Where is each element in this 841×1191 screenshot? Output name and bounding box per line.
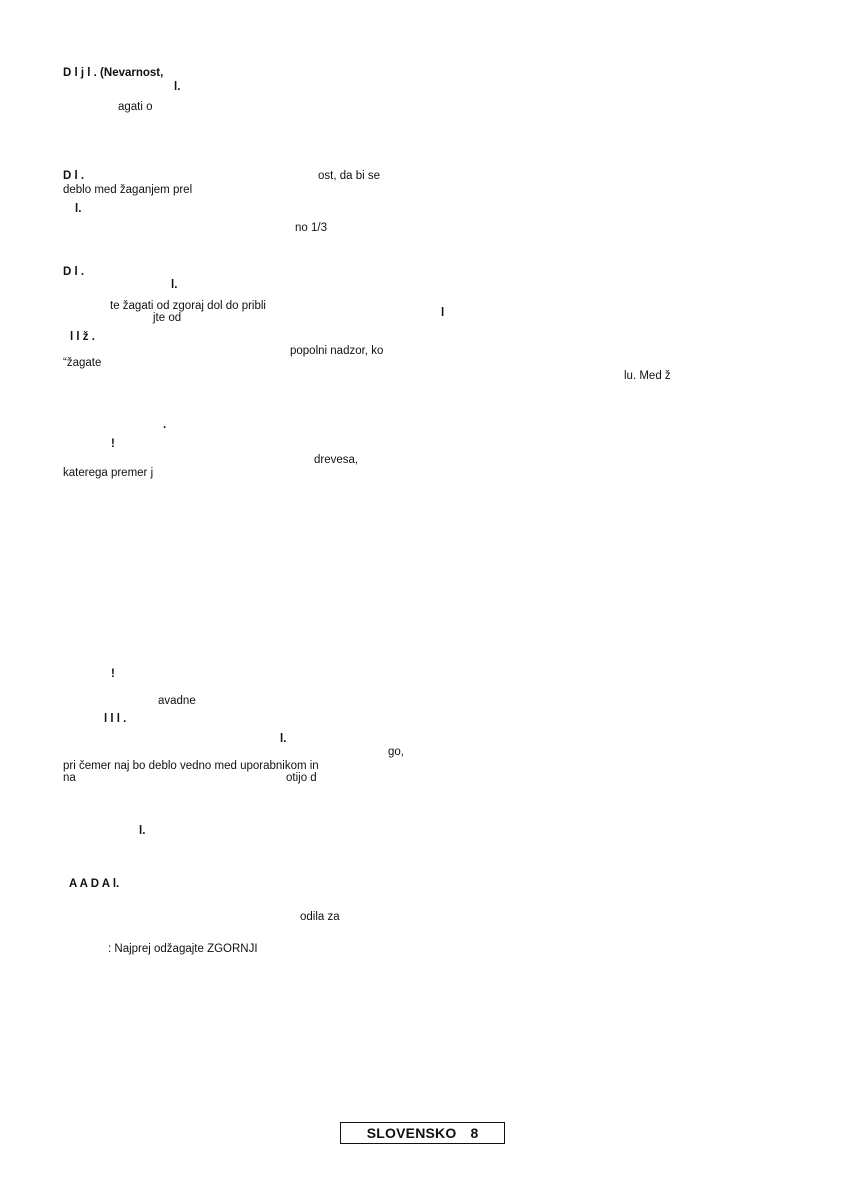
text-line: no 1/3: [295, 222, 327, 234]
text-line: D l .: [63, 266, 85, 278]
text-line: ost, da bi se: [318, 170, 381, 182]
text-line: l.: [171, 279, 178, 291]
text-line: l l ž .: [70, 331, 95, 343]
text-line: otijo d: [286, 772, 317, 784]
text-line: avadne: [158, 695, 196, 707]
text-line: pri čemer naj bo deblo vedno med uporabnikom in: [63, 760, 319, 772]
text-line: .: [163, 419, 167, 431]
text-line: l.: [139, 825, 146, 837]
text-line: odila za: [300, 911, 340, 923]
text-line: !: [111, 438, 115, 450]
footer-language: SLOVENSKO: [366, 1125, 457, 1141]
text-line: D l .: [63, 170, 85, 182]
text-line: D l j l . (Nevarnost,: [63, 67, 164, 79]
text-line: deblo med žaganjem prel: [63, 184, 193, 196]
text-line: l l l .: [104, 713, 127, 725]
page-footer-box: [340, 1122, 505, 1144]
text-line: l.: [174, 81, 181, 93]
text-line: : Najprej odžagajte ZGORNJI: [108, 943, 258, 955]
text-line: l: [441, 307, 445, 319]
text-line: te žagati od zgoraj dol do pribli: [110, 300, 266, 312]
text-line: A A D A l.: [69, 878, 120, 890]
text-line: lu. Med ž: [624, 370, 671, 382]
text-line: jte od: [153, 312, 182, 324]
text-line: !: [111, 668, 115, 680]
text-line: go,: [388, 746, 404, 758]
text-line: “žagate: [63, 357, 102, 369]
text-line: katerega premer j: [63, 467, 154, 479]
text-line: popolni nadzor, ko: [290, 345, 384, 357]
footer-page-number: 8: [470, 1125, 479, 1141]
text-line: drevesa,: [314, 454, 359, 466]
text-line: l.: [75, 203, 82, 215]
text-line: agati o: [118, 101, 153, 113]
text-line: l.: [280, 733, 287, 745]
text-line: na: [63, 772, 76, 784]
